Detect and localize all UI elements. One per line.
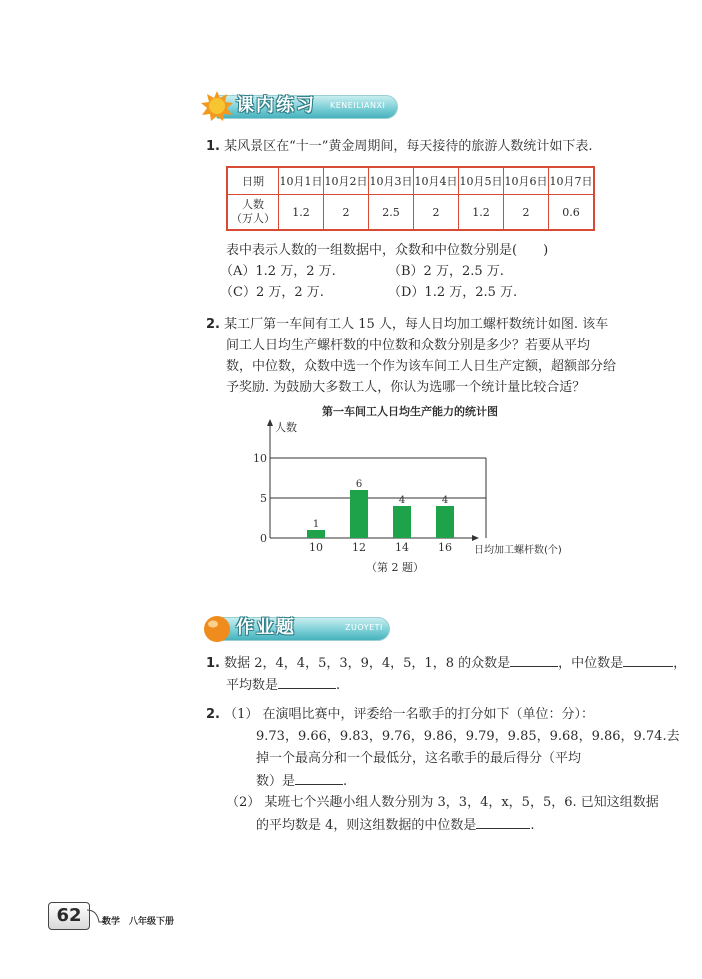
homework-2-text: 的平均数是 4，则这组数据的中位数是 [256, 818, 477, 833]
table-date-cell: 10月2日 [324, 167, 369, 195]
y-tick-label: 5 [260, 492, 267, 505]
answer-blank-mode[interactable] [510, 654, 558, 667]
table-value-cell: 0.6 [549, 195, 595, 231]
option-a: （A）1.2 万，2 万. [220, 264, 336, 279]
answer-blank-median-2[interactable] [476, 816, 530, 829]
table-value-cell: 2.5 [369, 195, 414, 231]
question-stem: 某风景区在“十一”黄金周期间，每天接待的旅游人数统计如下表. [224, 139, 593, 154]
bar [436, 506, 454, 538]
question-2-line: 数，中位数，众数中选一个作为该车间工人日生产定额，超额部分给 [226, 359, 617, 374]
table-value-cell: 2 [504, 195, 549, 231]
answer-blank-mean[interactable] [278, 676, 336, 689]
orange-ball-icon [200, 612, 234, 644]
figure-caption: （第 2 题） [366, 561, 424, 574]
table-header-count [227, 195, 279, 231]
answer-blank-median[interactable] [623, 654, 673, 667]
question-number: 1. [206, 656, 220, 671]
question-number: 1. [206, 139, 220, 154]
homework-2-text: 数）是 [256, 774, 296, 789]
bar [350, 490, 368, 538]
answer-blank-score[interactable] [295, 772, 343, 785]
homework-1-text: . [336, 678, 341, 693]
banner-subtitle: KENEILIANXI [330, 101, 386, 110]
homework-2-line: 9.73，9.66，9.83，9.76，9.86，9.79，9.85，9.68，9.86，9.74.去 [256, 729, 680, 744]
x-tick-label: 14 [395, 541, 409, 554]
y-tick-label: 0 [260, 532, 267, 545]
homework-1-text: ，中位数是 [558, 656, 624, 671]
question-number: 2. [206, 707, 220, 722]
homework-2-text: （1） 在演唱比赛中，评委给一名歌手的打分如下（单位：分）： [224, 707, 595, 722]
question-1-text [206, 138, 593, 156]
table-value-cell: 2 [324, 195, 369, 231]
bar-value-label: 1 [312, 519, 320, 530]
homework-2-line: （2） 某班七个兴趣小组人数分别为 3，3，4，x，5，5，6. 已知这组数据 [226, 795, 659, 810]
homework-2-line: 掉一个最高分和一个最低分，这名歌手的最后得分（平均 [256, 751, 582, 766]
chart-title: 第一车间工人日均生产能力的统计图 [322, 405, 498, 418]
table-value-cell: 1.2 [279, 195, 324, 231]
page-number: 62 [48, 902, 90, 930]
sun-icon [200, 90, 234, 122]
table-header-date: 日期 [227, 167, 279, 195]
banner-title: 课内练习 [236, 95, 316, 116]
question-number: 2. [206, 317, 220, 332]
bar [393, 506, 411, 538]
bar-value-label: 4 [398, 495, 406, 506]
homework-1-text: ， [673, 656, 687, 671]
homework-1-line2 [226, 676, 340, 695]
bar [307, 530, 325, 538]
bar-value-label: 6 [355, 479, 363, 490]
homework-1-text: 数据 2，4，4，5，3，9，4，5，1，8 的众数是 [224, 656, 511, 671]
table-date-cell: 10月3日 [369, 167, 414, 195]
question-2-line: 予奖励. 为鼓励大多数工人，你认为选哪一个统计量比较合适？ [226, 380, 586, 395]
count-unit: （万人） [231, 212, 275, 225]
question-2-line: 间工人日均生产螺杆数的中位数和众数分别是多少？若要从平均 [226, 338, 591, 353]
y-tick-label: 10 [253, 452, 267, 465]
question-2-text: 某工厂第一车间有工人 15 人，每人日均加工螺杆数统计如图. 该车 [224, 317, 609, 332]
table-date-cell: 10月1日 [279, 167, 324, 195]
table-value-cell: 1.2 [459, 195, 504, 231]
bar-value-label: 4 [441, 495, 449, 506]
option-c: （C）2 万，2 万. [220, 285, 324, 300]
homework-2-line [256, 772, 347, 791]
banner-subtitle: ZUOYETI [345, 623, 383, 632]
count-label: 人数 [242, 198, 264, 211]
section-banner-homework [200, 612, 400, 642]
homework-1-line1 [206, 654, 686, 673]
question-1-prompt: 表中表示人数的一组数据中，众数和中位数分别是( ) [226, 243, 549, 258]
homework-1-text: 平均数是 [226, 678, 279, 693]
option-b: （B）2 万，2.5 万. [388, 264, 504, 279]
bar-chart [250, 418, 590, 558]
visitor-table [226, 166, 595, 231]
table-date-cell: 10月5日 [459, 167, 504, 195]
y-axis-arrow [267, 419, 273, 426]
y-axis-label: 人数 [275, 421, 297, 434]
section-banner-practice [200, 90, 400, 120]
x-axis-label: 日均加工螺杆数(个) [474, 545, 562, 556]
homework-2-line [206, 706, 594, 724]
table-date-cell: 10月7日 [549, 167, 595, 195]
option-d: （D）1.2 万，2.5 万. [388, 285, 518, 300]
x-tick-label: 16 [438, 541, 452, 554]
book-title: 数学 八年级下册 [102, 917, 175, 927]
table-date-cell: 10月6日 [504, 167, 549, 195]
x-tick-label: 10 [309, 541, 323, 554]
banner-title: 作业题 [236, 617, 296, 638]
table-value-cell: 2 [414, 195, 459, 231]
homework-2-line [256, 816, 535, 835]
question-2-line [206, 316, 608, 334]
homework-2-text: . [343, 774, 348, 789]
homework-2-text: . [530, 818, 535, 833]
table-date-cell: 10月4日 [414, 167, 459, 195]
x-tick-label: 12 [352, 541, 366, 554]
